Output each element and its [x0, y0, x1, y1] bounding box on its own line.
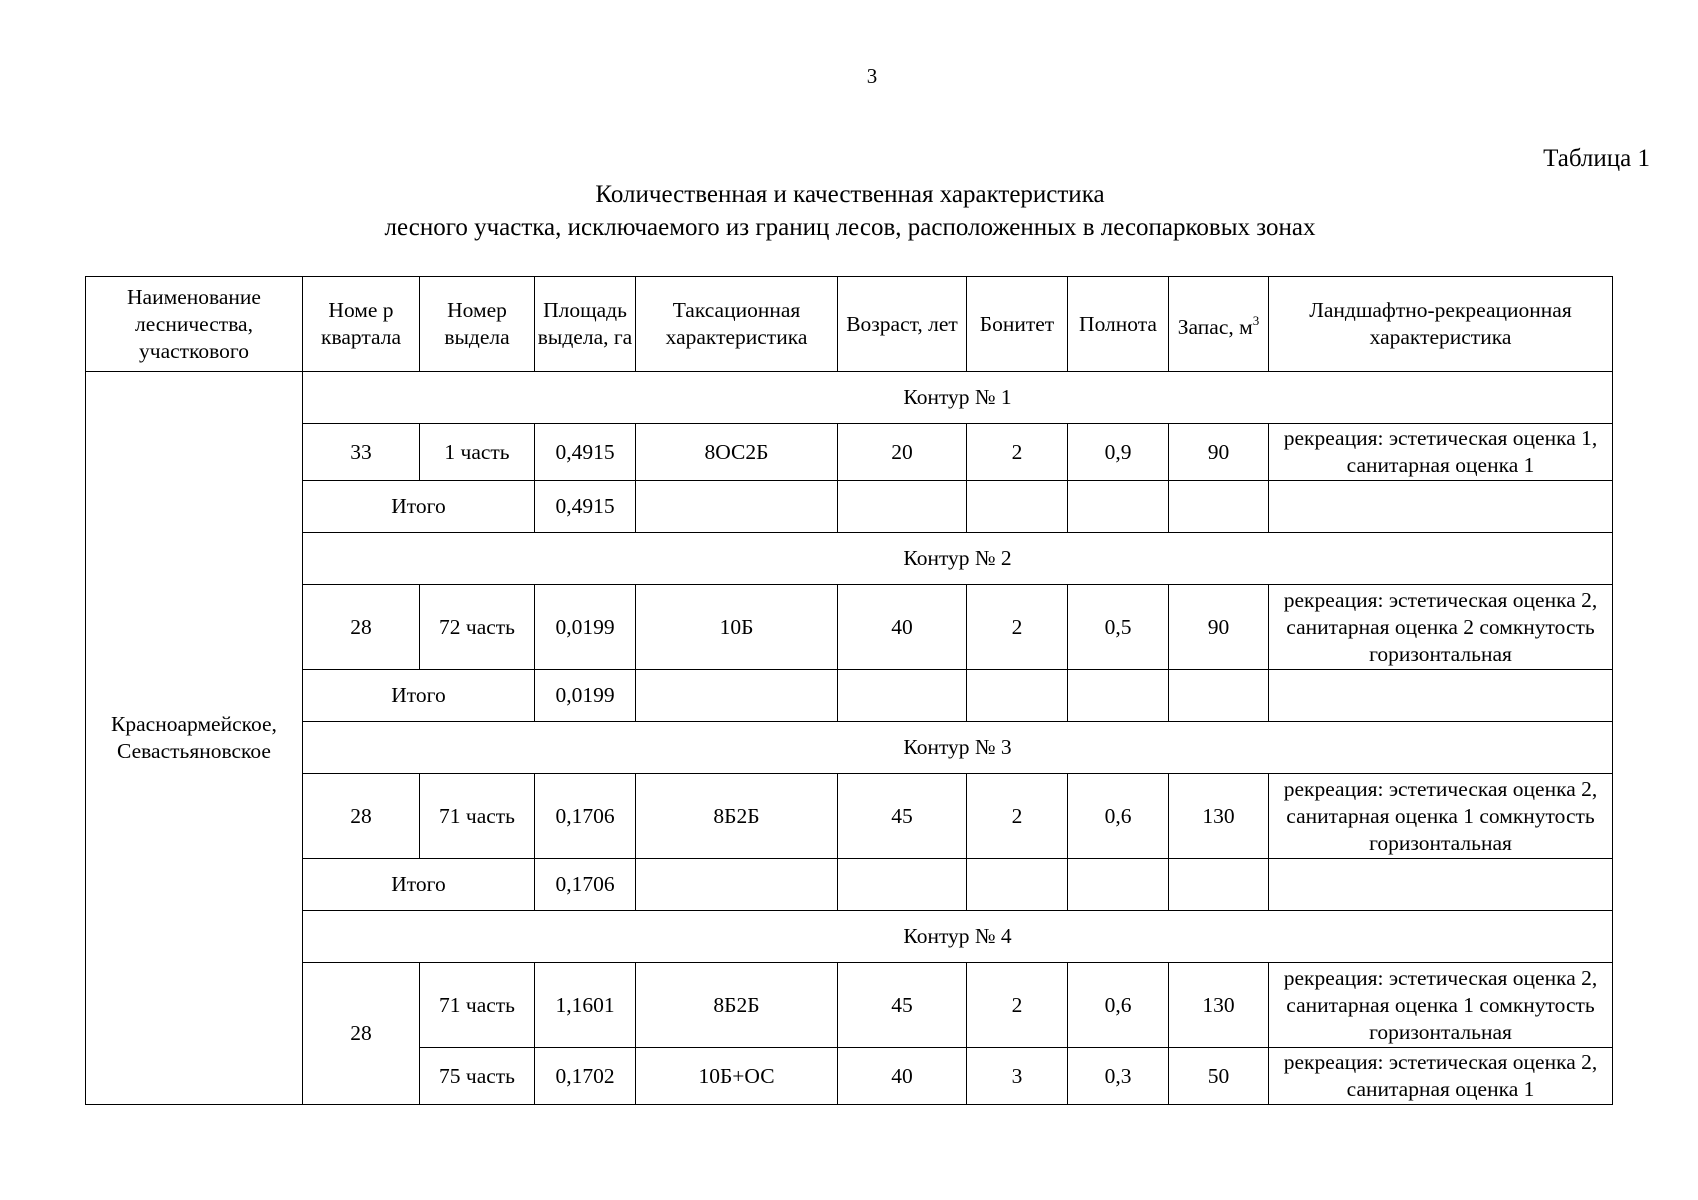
contour-label: Контур № 1 [303, 372, 1613, 424]
document-title [280, 178, 1420, 244]
cell-stock: 50 [1169, 1048, 1269, 1105]
cell-taxation: 8Б2Б [636, 774, 838, 859]
cell-age: 40 [838, 1048, 967, 1105]
header-stock-text: Запас, м [1177, 315, 1253, 339]
contour-label: Контур № 2 [303, 533, 1613, 585]
cell-bonitet: 2 [967, 963, 1068, 1048]
header-taxation: Таксационная характеристика [636, 277, 838, 372]
total-label: Итого [303, 670, 535, 722]
cell-taxation: 10Б+ОС [636, 1048, 838, 1105]
contour-label: Контур № 3 [303, 722, 1613, 774]
header-landscape: Ландшафтно-рекреационная характеристика [1269, 277, 1613, 372]
empty-cell [636, 481, 838, 533]
table-header-row [86, 277, 1613, 372]
contour-row [86, 911, 1613, 963]
cell-area: 0,1706 [535, 774, 636, 859]
total-row [86, 859, 1613, 911]
cell-area: 0,1702 [535, 1048, 636, 1105]
cell-quarter: 28 [303, 774, 420, 859]
header-bonitet: Бонитет [967, 277, 1068, 372]
total-row [86, 670, 1613, 722]
title-line-2: лесного участка, исключаемого из границ лесов, расположенных в лесопарковых зонах [384, 214, 1316, 241]
cell-area: 1,1601 [535, 963, 636, 1048]
cell-allotment: 75 часть [420, 1048, 535, 1105]
header-stock [1169, 277, 1269, 372]
empty-cell [1068, 481, 1169, 533]
total-row [86, 481, 1613, 533]
empty-cell [1269, 859, 1613, 911]
empty-cell [1068, 670, 1169, 722]
total-label: Итого [303, 481, 535, 533]
empty-cell [1269, 670, 1613, 722]
cell-quarter: 28 [303, 585, 420, 670]
table-label: Таблица 1 [1543, 145, 1650, 172]
total-area: 0,1706 [535, 859, 636, 911]
cell-quarter: 28 [303, 963, 420, 1105]
contour-label: Контур № 4 [303, 911, 1613, 963]
cell-landscape: рекреация: эстетическая оценка 2, санитарная оценка 1 сомкнутость горизонтальная [1269, 963, 1613, 1048]
cell-taxation: 8ОС2Б [636, 424, 838, 481]
empty-cell [967, 670, 1068, 722]
cell-stock: 130 [1169, 774, 1269, 859]
total-label: Итого [303, 859, 535, 911]
cell-density: 0,6 [1068, 774, 1169, 859]
cell-bonitet: 2 [967, 585, 1068, 670]
header-forestry: Наименование лесничества, участкового [86, 277, 303, 372]
cell-density: 0,5 [1068, 585, 1169, 670]
header-age: Возраст, лет [838, 277, 967, 372]
cell-landscape: рекреация: эстетическая оценка 2, санитарная оценка 2 сомкнутость горизонтальная [1269, 585, 1613, 670]
cell-taxation: 10Б [636, 585, 838, 670]
forest-characteristics-table [85, 276, 1613, 1105]
table-row [86, 424, 1613, 481]
cell-bonitet: 2 [967, 424, 1068, 481]
cell-density: 0,9 [1068, 424, 1169, 481]
cell-taxation: 8Б2Б [636, 963, 838, 1048]
header-area: Площадь выдела, га [535, 277, 636, 372]
cell-density: 0,6 [1068, 963, 1169, 1048]
header-density: Полнота [1068, 277, 1169, 372]
page-number: 3 [866, 64, 878, 88]
cell-stock: 90 [1169, 585, 1269, 670]
cell-age: 40 [838, 585, 967, 670]
title-line-1: Количественная и качественная характеристика [595, 181, 1105, 208]
cell-stock: 130 [1169, 963, 1269, 1048]
cell-allotment: 72 часть [420, 585, 535, 670]
empty-cell [1169, 670, 1269, 722]
cell-bonitet: 3 [967, 1048, 1068, 1105]
empty-cell [636, 670, 838, 722]
empty-cell [1169, 481, 1269, 533]
cell-age: 45 [838, 774, 967, 859]
table-row [86, 585, 1613, 670]
cell-bonitet: 2 [967, 774, 1068, 859]
empty-cell [1169, 859, 1269, 911]
empty-cell [838, 481, 967, 533]
empty-cell [636, 859, 838, 911]
header-allotment: Номер выдела [420, 277, 535, 372]
cell-age: 20 [838, 424, 967, 481]
empty-cell [1269, 481, 1613, 533]
empty-cell [967, 859, 1068, 911]
empty-cell [967, 481, 1068, 533]
total-area: 0,0199 [535, 670, 636, 722]
table-row [86, 774, 1613, 859]
empty-cell [838, 670, 967, 722]
contour-row [86, 722, 1613, 774]
cell-stock: 90 [1169, 424, 1269, 481]
cell-allotment: 1 часть [420, 424, 535, 481]
total-area: 0,4915 [535, 481, 636, 533]
contour-row [86, 372, 1613, 424]
cell-area: 0,0199 [535, 585, 636, 670]
cell-allotment: 71 часть [420, 774, 535, 859]
table-row [86, 963, 1613, 1048]
cell-quarter: 33 [303, 424, 420, 481]
cell-landscape: рекреация: эстетическая оценка 1, санитарная оценка 1 [1269, 424, 1613, 481]
cell-landscape: рекреация: эстетическая оценка 2, санитарная оценка 1 сомкнутость горизонтальная [1269, 774, 1613, 859]
cell-density: 0,3 [1068, 1048, 1169, 1105]
cell-landscape: рекреация: эстетическая оценка 2, санитарная оценка 1 [1269, 1048, 1613, 1105]
empty-cell [838, 859, 967, 911]
header-quarter: Номе р квартала [303, 277, 420, 372]
cell-allotment: 71 часть [420, 963, 535, 1048]
contour-row [86, 533, 1613, 585]
empty-cell [1068, 859, 1169, 911]
cell-area: 0,4915 [535, 424, 636, 481]
forestry-name-cell: Красноармейское, Севастьяновское [86, 372, 303, 1105]
header-stock-sup: 3 [1252, 313, 1260, 328]
cell-age: 45 [838, 963, 967, 1048]
